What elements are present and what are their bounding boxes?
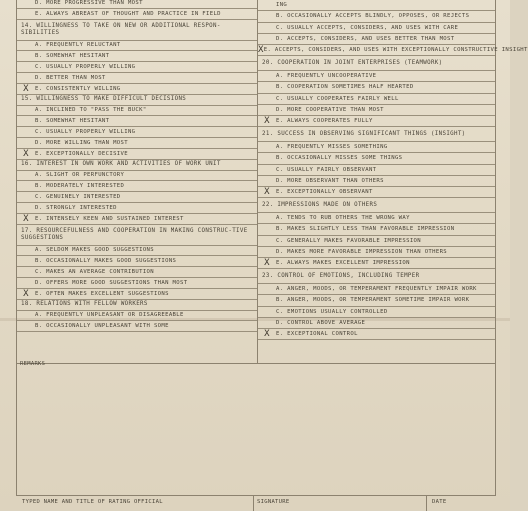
section-header (17, 160, 257, 171)
rating-table (16, 0, 528, 364)
option-label: A. FREQUENTLY UNPLEASANT OR DISAGREEABLE (35, 312, 184, 319)
right-column (258, 0, 528, 363)
rating-option[interactable] (17, 289, 257, 300)
section-header (258, 57, 495, 72)
option-label: D. MAKES MORE FAVORABLE IMPRESSION THAN OTHERS (276, 249, 448, 256)
checkbox-mark[interactable]: X (23, 213, 29, 224)
option-label: C. USUALLY ACCEPTS, CONSIDERS, AND USES WITH CARE (276, 24, 459, 31)
option-label: D. MORE COOPERATIVE THAN MOST (276, 107, 384, 114)
checkbox-mark[interactable]: X (264, 258, 270, 269)
option-label: E. ALWAYS COOPERATES FULLY (276, 118, 373, 125)
rating-option[interactable] (17, 62, 257, 73)
option-label: C. USUALLY COOPERATES FAIRLY WELL (276, 95, 399, 102)
rating-option[interactable] (17, 116, 257, 127)
rating-option[interactable] (17, 9, 257, 20)
section-title: 22. IMPRESSIONS MADE ON OTHERS (262, 201, 378, 208)
checkbox-mark[interactable]: X (23, 83, 29, 94)
section-title: 15. WILLINGNESS TO MAKE DIFFICULT DECISIONS (21, 96, 187, 103)
rating-option[interactable] (17, 171, 257, 182)
checkbox-mark[interactable]: X (264, 116, 270, 127)
section-header (17, 20, 257, 41)
option-label: B. OCCASIONALLY MISSES SOME THINGS (276, 155, 403, 162)
rating-option[interactable] (17, 278, 257, 289)
option-label: B. OCCASIONALLY MAKES GOOD SUGGESTIONS (35, 258, 177, 265)
rating-option[interactable] (17, 214, 257, 225)
rating-option[interactable] (17, 51, 257, 62)
option-label: D. STRONGLY INTERESTED (35, 204, 117, 211)
divider (253, 496, 254, 511)
rating-option[interactable] (258, 176, 495, 187)
option-label: E. ALWAYS ABREAST OF THOUGHT AND PRACTICE IN FIELD (35, 10, 221, 17)
option-label: B. COOPERATION SOMETIMES HALF HEARTED (276, 84, 414, 91)
section-header (258, 199, 495, 214)
rating-option[interactable] (258, 258, 495, 269)
option-label: C. MAKES AN AVERAGE CONTRIBUTION (35, 269, 154, 276)
section-header (258, 270, 495, 285)
rating-option[interactable] (17, 246, 257, 257)
option-label: D. MORE OBSERVANT THAN OTHERS (276, 178, 384, 185)
option-label: B. SOMEWHAT HESITANT (35, 53, 110, 60)
remarks-label: REMARKS (20, 361, 46, 367)
section-header (258, 128, 495, 143)
rating-option[interactable] (258, 153, 495, 164)
rating-option[interactable] (17, 41, 257, 52)
option-label: D. MORE WILLING THAN MOST (35, 139, 128, 146)
option-label: A. INCLINED TO "PASS THE BUCK" (35, 107, 147, 114)
checkbox-mark[interactable]: X (264, 329, 270, 340)
rating-option[interactable] (17, 267, 257, 278)
rating-option[interactable] (17, 127, 257, 138)
section-title: 16. INTEREST IN OWN WORK AND ACTIVITIES OF WORK UNIT (21, 161, 221, 168)
checkbox-mark[interactable]: X (23, 288, 29, 299)
option-label: E. EXCEPTIONALLY OBSERVANT (276, 189, 373, 196)
option-label: E. EXCEPTIONAL CONTROL (276, 331, 358, 338)
section-title: 18. RELATIONS WITH FELLOW WORKERS (21, 301, 148, 308)
option-label: B. MODERATELY INTERESTED (35, 183, 125, 190)
option-label: E. OFTEN MAKES EXCELLENT SUGGESTIONS (35, 290, 169, 297)
option-label: B. OCCASIONALLY ACCEPTS BLINDLY, OPPOSES, OR REJECTS (276, 13, 470, 20)
rating-option[interactable] (17, 321, 257, 332)
option-label: E. ACCEPTS, CONSIDERS, AND USES WITH EXCEPTIONALLY CONSTRUCTIVE INSIGHT (263, 47, 528, 54)
checkbox-mark[interactable]: X (23, 148, 29, 159)
option-label: E. INTENSELY KEEN AND SUSTAINED INTEREST (35, 215, 184, 222)
option-label: C. USUALLY PROPERLY WILLING (35, 64, 136, 71)
rating-option[interactable] (258, 71, 495, 82)
section-header (17, 95, 257, 106)
option-label: A. TENDS TO RUB OTHERS THE WRONG WAY (276, 215, 410, 222)
section-title: 17. RESOURCEFULNESS AND COOPERATION IN MAKING CONSTRUC-TIVE SUGGESTIONS (21, 227, 248, 241)
option-label: C. GENUINELY INTERESTED (35, 194, 121, 201)
option-label: D. BETTER THAN MOST (35, 74, 106, 81)
rating-option[interactable] (17, 192, 257, 203)
rating-option[interactable] (258, 187, 495, 198)
rating-option[interactable] (258, 142, 495, 153)
rating-option[interactable] (258, 329, 495, 340)
checkbox-mark[interactable]: X (264, 187, 270, 198)
left-column (17, 0, 257, 363)
signature-label: SIGNATURE (257, 499, 290, 505)
rating-option[interactable] (17, 73, 257, 84)
rating-option[interactable] (258, 116, 495, 127)
rating-option[interactable] (17, 256, 257, 267)
option-label: B. SOMEWHAT HESITANT (35, 118, 110, 125)
signature-row (16, 495, 494, 511)
option-label: B. MAKES SLIGHTLY LESS THAN FAVORABLE IMPRESSION (276, 226, 455, 233)
rating-option[interactable] (258, 284, 495, 295)
rating-option[interactable] (17, 203, 257, 214)
option-label: D. MORE PROGRESSIVE THAN MOST (35, 0, 143, 6)
option-label: A. FREQUENTLY RELUCTANT (35, 42, 121, 49)
rating-option[interactable] (17, 138, 257, 149)
section-header (17, 300, 257, 311)
option-label: C. EMOTIONS USUALLY CONTROLLED (276, 308, 388, 315)
rating-option[interactable] (258, 82, 495, 93)
option-label: C. USUALLY FAIRLY OBSERVANT (276, 166, 377, 173)
option-label: B. OCCASIONALLY UNPLEASANT WITH SOME (35, 323, 169, 330)
option-label: D. ACCEPTS, CONSIDERS, AND USES BETTER THAN MOST (276, 36, 455, 43)
section-header (17, 225, 257, 246)
option-label: E. EXCEPTIONALLY DECISIVE (35, 150, 128, 157)
rating-option[interactable] (258, 307, 495, 318)
rating-option[interactable] (258, 45, 528, 56)
option-label: E. CONSISTENTLY WILLING (35, 85, 121, 92)
option-label: C. GENERALLY MAKES FAVORABLE IMPRESSION (276, 237, 421, 244)
rating-option[interactable] (258, 213, 495, 224)
section-title: 21. SUCCESS IN OBSERVING SIGNIFICANT THINGS (INSIGHT) (262, 130, 466, 137)
rating-option[interactable] (258, 23, 495, 34)
section-title: 23. CONTROL OF EMOTIONS, INCLUDING TEMPER (262, 272, 420, 279)
rating-option[interactable] (17, 181, 257, 192)
date-label: DATE (432, 499, 447, 505)
rating-option[interactable] (258, 94, 495, 105)
rating-option[interactable] (258, 165, 495, 176)
rating-option[interactable] (258, 105, 495, 116)
divider (426, 496, 427, 511)
option-label: D. CONTROL ABOVE AVERAGE (276, 320, 366, 327)
rating-option[interactable] (17, 84, 257, 95)
section-title: 20. COOPERATION IN JOINT ENTERPRISES (TEAMWORK) (262, 59, 443, 66)
option-label: B. ANGER, MOODS, OR TEMPERAMENT SOMETIME IMPAIR WORK (276, 297, 470, 304)
option-label: A. ANGER, MOODS, OR TEMPERAMENT FREQUENTLY IMPAIR WORK (276, 286, 477, 293)
option-label: A. FREQUENTLY MISSES SOMETHING (276, 144, 388, 151)
rating-option[interactable] (17, 0, 257, 9)
option-label: A. SLIGHT OR PERFUNCTORY (35, 172, 125, 179)
section-title: 14. WILLINGNESS TO TAKE ON NEW OR ADDITIONAL RESPON-SIBILITIES (21, 22, 221, 36)
rating-option[interactable] (258, 224, 495, 235)
typed-name-label: TYPED NAME AND TITLE OF RATING OFFICIAL (22, 499, 163, 505)
rating-option[interactable] (17, 106, 257, 117)
rating-option[interactable] (258, 318, 495, 329)
rating-option[interactable] (17, 149, 257, 160)
remarks-box[interactable] (16, 362, 496, 496)
option-label: A. SELDOM MAKES GOOD SUGGESTIONS (35, 247, 154, 254)
rating-option[interactable] (258, 11, 495, 22)
checkbox-mark[interactable]: X (258, 45, 264, 56)
rating-option[interactable] (258, 236, 495, 247)
rating-option[interactable] (258, 295, 495, 306)
rating-option[interactable] (258, 247, 495, 258)
option-label: A. FREQUENTLY UNCOOPERATIVE (276, 73, 377, 80)
rating-option[interactable] (17, 311, 257, 322)
rating-option[interactable] (258, 0, 495, 11)
option-label: E. ALWAYS MAKES EXCELLENT IMPRESSION (276, 260, 410, 267)
option-label: D. OFFERS MORE GOOD SUGGESTIONS THAN MOST (35, 279, 188, 286)
option-label: C. USUALLY PROPERLY WILLING (35, 129, 136, 136)
option-label: ING (276, 2, 288, 9)
rating-option[interactable] (258, 34, 495, 45)
